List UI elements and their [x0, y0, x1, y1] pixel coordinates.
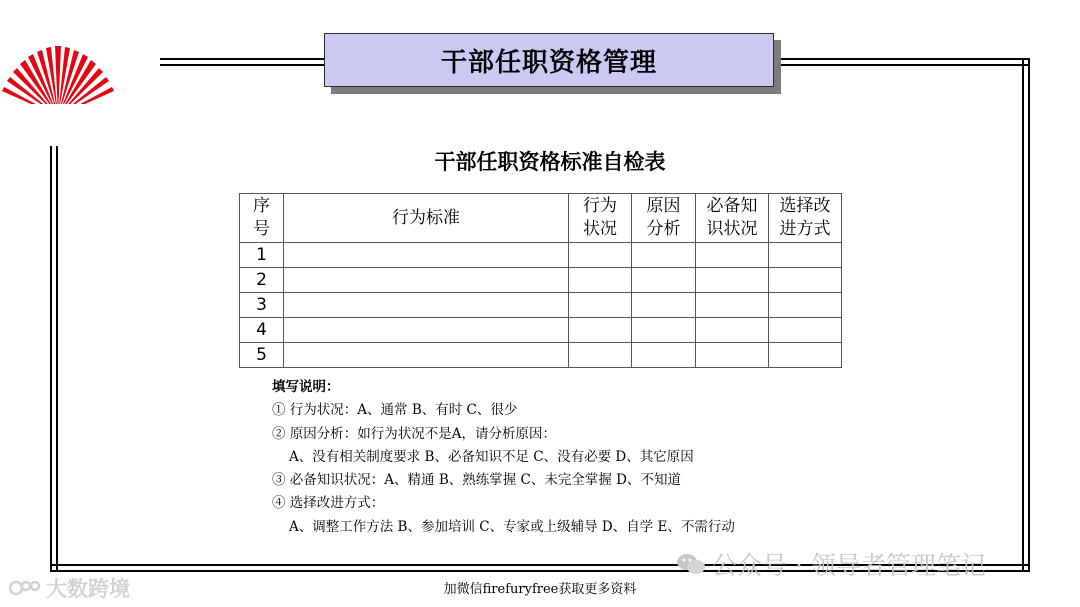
company-logo — [0, 44, 116, 116]
instruction-line: ① 行为状况：A、通常 B、有时 C、很少 — [272, 402, 518, 419]
header-behavior-standard: 行为标准 — [284, 194, 569, 243]
header-improvement-method: 选择改 进方式 — [769, 194, 842, 243]
filling-instructions — [272, 376, 735, 539]
wechat-icon — [676, 552, 706, 576]
cell-improvement-method — [769, 243, 842, 268]
cell-cause-analysis — [632, 293, 696, 318]
cell-behavior-standard — [284, 293, 569, 318]
table-row — [240, 343, 842, 368]
footer-text: 加微信firefuryfree获取更多资料 — [443, 582, 637, 597]
header-seq: 序 号 — [240, 194, 284, 243]
instructions-heading: 填写说明： — [272, 379, 340, 395]
cell-behavior-status — [569, 343, 632, 368]
cell-improvement-method — [769, 343, 842, 368]
instruction-line: ④ 选择改进方式： — [272, 495, 385, 512]
header-knowledge-status: 必备知 识状况 — [696, 194, 769, 243]
table-row — [240, 318, 842, 343]
row-number: 3 — [240, 293, 284, 318]
cell-behavior-status — [569, 243, 632, 268]
cell-behavior-standard — [284, 318, 569, 343]
wechat-watermark-text: 公众号 · 领导者管理笔记 — [712, 551, 986, 580]
cell-improvement-method — [769, 268, 842, 293]
cell-behavior-status — [569, 268, 632, 293]
cell-behavior-status — [569, 318, 632, 343]
instruction-line: A、没有相关制度要求 B、必备知识不足 C、没有必要 D、其它原因 — [289, 448, 694, 465]
cell-cause-analysis — [632, 318, 696, 343]
cell-behavior-status — [569, 293, 632, 318]
table-row — [240, 293, 842, 318]
header-cause-analysis: 原因 分析 — [632, 194, 696, 243]
cell-knowledge-status — [696, 268, 769, 293]
row-number: 1 — [240, 243, 284, 268]
cell-cause-analysis — [632, 343, 696, 368]
cell-knowledge-status — [696, 343, 769, 368]
cell-behavior-standard — [284, 268, 569, 293]
frame-right-line — [1022, 58, 1030, 572]
corner-watermark-text: 大数跨境 — [46, 577, 130, 601]
instruction-line: A、调整工作方法 B、参加培训 C、专家或上级辅导 D、自学 E、不需行动 — [289, 518, 735, 535]
row-number: 4 — [240, 318, 284, 343]
row-number: 2 — [240, 268, 284, 293]
cell-behavior-standard — [284, 243, 569, 268]
wechat-watermark — [676, 546, 986, 582]
instruction-line: ② 原因分析：如行为状况不是A，请分析原因： — [272, 425, 557, 442]
cell-cause-analysis — [632, 243, 696, 268]
row-number: 5 — [240, 343, 284, 368]
cell-improvement-method — [769, 293, 842, 318]
slide-title: 干部任职资格管理 — [324, 33, 774, 87]
table-title: 干部任职资格标准自检表 — [434, 150, 666, 174]
cell-knowledge-status — [696, 293, 769, 318]
self-check-table — [239, 193, 842, 368]
cell-knowledge-status — [696, 318, 769, 343]
table-header-row — [240, 194, 842, 243]
header-behavior-status: 行为 状况 — [569, 194, 632, 243]
frame-left-line — [50, 146, 58, 572]
cell-behavior-standard — [284, 343, 569, 368]
cell-cause-analysis — [632, 268, 696, 293]
table-row — [240, 268, 842, 293]
table-row — [240, 243, 842, 268]
instruction-line: ③ 必备知识状况：A、精通 B、熟练掌握 C、未完全掌握 D、不知道 — [272, 472, 681, 489]
cell-knowledge-status — [696, 243, 769, 268]
cell-improvement-method — [769, 318, 842, 343]
